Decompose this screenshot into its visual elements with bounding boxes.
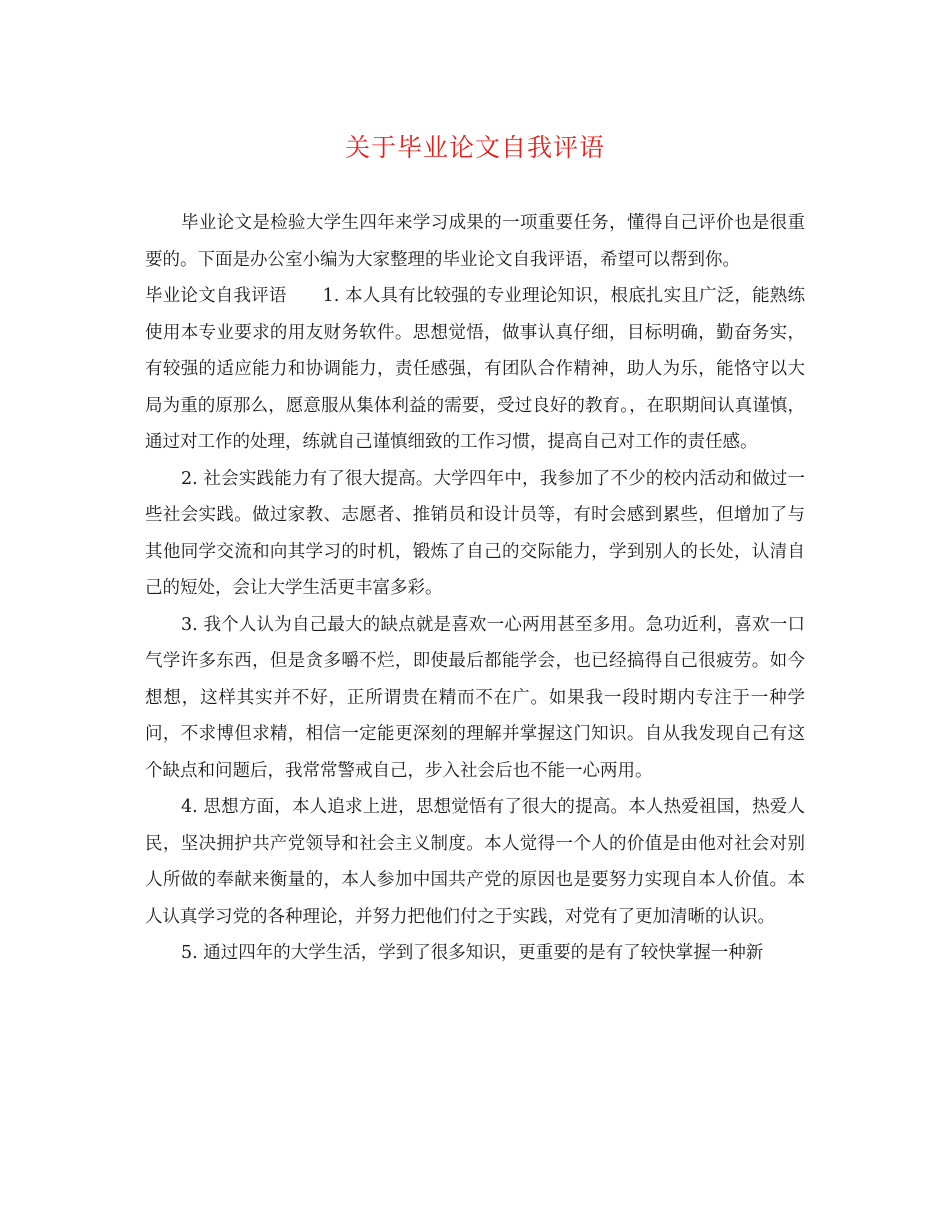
- document-title: 关于毕业论文自我评语: [344, 133, 605, 162]
- document-body: [145, 205, 805, 972]
- point-paragraph-3: 3. 我个人认为自己最大的缺点就是喜欢一心两用甚至多用。急功近利，喜欢一口气学许多东西，但是贪多嚼不烂，即使最后都能学会，也已经搞得自己很疲劳。如今想想，这样其实并不好，正所谓贵在精而不在广。如果我一段时期内专注于一种学问，不求博但求精，相信一定能更深刻的理解并掌握这门知识。自从我发现自己有这个缺点和问题后，我常常警戒自己，步入社会后也不能一心两用。: [145, 614, 805, 781]
- point-paragraph-4: 4. 思想方面，本人追求上进，思想觉悟有了很大的提高。本人热爱祖国，热爱人民，坚决拥护共产党领导和社会主义制度。本人觉得一个人的价值是由他对社会对别人所做的奉献来衡量的，本人参加中国共产党的原因也是要努力实现自本人价值。本人认真学习党的各种理论，并努力把他们付之于实践，对党有了更加清晰的认识。: [145, 797, 805, 927]
- point-paragraph-5: 5. 通过四年的大学生活，学到了很多知识，更重要的是有了较快掌握一种新: [181, 943, 764, 963]
- point-text-1: 1. 本人具有比较强的专业理论知识，根底扎实且广泛，能熟练使用本专业要求的用友财务软件。思想觉悟，做事认真仔细，目标明确，勤奋务实，有较强的适应能力和协调能力，责任感强，有团队合作精神，助人为乐，能恪守以大局为重的原那么，愿意服从集体利益的需要，受过良好的教育。，在职期间认真谨慎，通过对工作的处理，练就自己谨慎细致的工作习惯，提高自己对工作的责任感。: [145, 286, 806, 452]
- section-label: 毕业论文自我评语: [145, 286, 287, 306]
- point-paragraph-1: [145, 278, 805, 461]
- point-paragraph-2: 2. 社会实践能力有了很大提高。大学四年中，我参加了不少的校内活动和做过一些社会实践。做过家教、志愿者、推销员和设计员等，有时会感到累些，但增加了与其他同学交流和向其学习的时机，锻炼了自己的交际能力，学到别人的长处，认清自己的短处，会让大学生活更丰富多彩。: [145, 468, 805, 598]
- intro-paragraph: 毕业论文是检验大学生四年来学习成果的一项重要任务，懂得自己评价也是很重要的。下面是办公室小编为大家整理的毕业论文自我评语，希望可以帮到你。: [145, 213, 805, 270]
